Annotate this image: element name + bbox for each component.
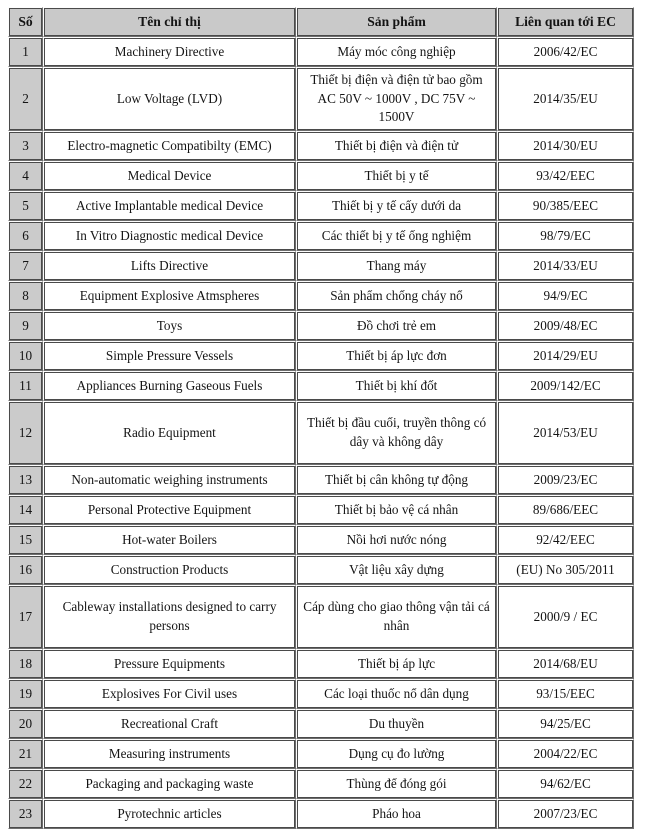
cell-no: 6 [8,221,43,251]
cell-product: Thiết bị điện và điện tử bao gồm AC 50V ~ 1000V , DC 75V ~ 1500V [296,67,497,131]
cell-no: 14 [8,495,43,525]
cell-ec-reference: 94/25/EC [497,709,634,739]
column-header-ec: Liên quan tới EC [497,7,634,37]
directive-table-container [8,7,634,829]
cell-directive-name: Electro-magnetic Compatibilty (EMC) [43,131,296,161]
cell-no: 13 [8,465,43,495]
table-row [8,649,634,679]
cell-product: Thiết bị điện và điện tử [296,131,497,161]
table-row [8,709,634,739]
cell-no: 12 [8,401,43,465]
table-header [8,7,634,37]
table-row [8,799,634,829]
cell-ec-reference: 2014/30/EU [497,131,634,161]
table-row [8,161,634,191]
cell-ec-reference: 2014/68/EU [497,649,634,679]
cell-ec-reference: 94/9/EC [497,281,634,311]
cell-directive-name: Pressure Equipments [43,649,296,679]
cell-ec-reference: 93/15/EEC [497,679,634,709]
cell-directive-name: Equipment Explosive Atmspheres [43,281,296,311]
table-row [8,525,634,555]
cell-no: 15 [8,525,43,555]
table-row [8,769,634,799]
cell-directive-name: Toys [43,311,296,341]
cell-no: 3 [8,131,43,161]
cell-no: 7 [8,251,43,281]
cell-product: Dụng cụ đo lường [296,739,497,769]
cell-directive-name: Active Implantable medical Device [43,191,296,221]
cell-no: 17 [8,585,43,649]
table-row [8,67,634,131]
cell-ec-reference: 2006/42/EC [497,37,634,67]
cell-no: 1 [8,37,43,67]
cell-product: Các thiết bị y tế ống nghiệm [296,221,497,251]
cell-ec-reference: 2014/35/EU [497,67,634,131]
table-row [8,311,634,341]
cell-ec-reference: 2014/33/EU [497,251,634,281]
table-row [8,465,634,495]
cell-no: 21 [8,739,43,769]
cell-directive-name: Medical Device [43,161,296,191]
cell-ec-reference: 2000/9 / EC [497,585,634,649]
table-body [8,37,634,829]
cell-no: 20 [8,709,43,739]
cell-ec-reference: 98/79/EC [497,221,634,251]
cell-no: 4 [8,161,43,191]
cell-ec-reference: 94/62/EC [497,769,634,799]
cell-directive-name: Cableway installations designed to carry persons [43,585,296,649]
column-header-product: Sản phẩm [296,7,497,37]
cell-directive-name: Recreational Craft [43,709,296,739]
table-row [8,401,634,465]
cell-directive-name: In Vitro Diagnostic medical Device [43,221,296,251]
cell-directive-name: Low Voltage (LVD) [43,67,296,131]
cell-no: 16 [8,555,43,585]
cell-ec-reference: 92/42/EEC [497,525,634,555]
table-row [8,251,634,281]
cell-product: Vật liệu xây dựng [296,555,497,585]
table-header-row [8,7,634,37]
cell-ec-reference: 2004/22/EC [497,739,634,769]
cell-directive-name: Machinery Directive [43,37,296,67]
cell-ec-reference: 89/686/EEC [497,495,634,525]
cell-ec-reference: 2007/23/EC [497,799,634,829]
table-row [8,221,634,251]
table-row [8,739,634,769]
cell-ec-reference: 93/42/EEC [497,161,634,191]
table-row [8,281,634,311]
table-row [8,191,634,221]
cell-no: 8 [8,281,43,311]
cell-ec-reference: 2009/48/EC [497,311,634,341]
cell-product: Thiết bị đầu cuối, truyền thông có dây và không dây [296,401,497,465]
cell-directive-name: Hot-water Boilers [43,525,296,555]
cell-product: Thang máy [296,251,497,281]
cell-ec-reference: 2014/53/EU [497,401,634,465]
cell-product: Thiết bị bảo vệ cá nhân [296,495,497,525]
cell-no: 9 [8,311,43,341]
cell-ec-reference: 2009/23/EC [497,465,634,495]
cell-product: Nồi hơi nước nóng [296,525,497,555]
cell-product: Thiết bị khí đốt [296,371,497,401]
cell-product: Pháo hoa [296,799,497,829]
cell-directive-name: Construction Products [43,555,296,585]
cell-directive-name: Measuring instruments [43,739,296,769]
cell-product: Các loại thuốc nổ dân dụng [296,679,497,709]
cell-ec-reference: (EU) No 305/2011 [497,555,634,585]
cell-ec-reference: 2009/142/EC [497,371,634,401]
cell-directive-name: Simple Pressure Vessels [43,341,296,371]
cell-directive-name: Explosives For Civil uses [43,679,296,709]
cell-directive-name: Personal Protective Equipment [43,495,296,525]
table-row [8,495,634,525]
table-row [8,679,634,709]
cell-directive-name: Packaging and packaging waste [43,769,296,799]
cell-product: Cáp dùng cho giao thông vận tải cá nhân [296,585,497,649]
cell-product: Thiết bị áp lực đơn [296,341,497,371]
cell-no: 22 [8,769,43,799]
cell-no: 5 [8,191,43,221]
cell-directive-name: Appliances Burning Gaseous Fuels [43,371,296,401]
cell-product: Thùng để đóng gói [296,769,497,799]
cell-product: Đồ chơi trẻ em [296,311,497,341]
cell-product: Thiết bị y tế cấy dưới da [296,191,497,221]
cell-directive-name: Non-automatic weighing instruments [43,465,296,495]
cell-no: 19 [8,679,43,709]
table-row [8,555,634,585]
table-row [8,371,634,401]
cell-ec-reference: 90/385/EEC [497,191,634,221]
cell-product: Thiết bị y tế [296,161,497,191]
table-row [8,585,634,649]
cell-product: Sản phẩm chống cháy nổ [296,281,497,311]
cell-product: Máy móc công nghiệp [296,37,497,67]
cell-product: Du thuyền [296,709,497,739]
cell-ec-reference: 2014/29/EU [497,341,634,371]
cell-directive-name: Pyrotechnic articles [43,799,296,829]
table-row [8,131,634,161]
cell-no: 2 [8,67,43,131]
cell-directive-name: Lifts Directive [43,251,296,281]
eu-directives-table [8,7,634,829]
cell-no: 23 [8,799,43,829]
table-row [8,341,634,371]
table-row [8,37,634,67]
cell-product: Thiết bị áp lực [296,649,497,679]
column-header-name: Tên chỉ thị [43,7,296,37]
cell-no: 11 [8,371,43,401]
cell-directive-name: Radio Equipment [43,401,296,465]
cell-no: 10 [8,341,43,371]
cell-product: Thiết bị cân không tự động [296,465,497,495]
column-header-no: Số [8,7,43,37]
cell-no: 18 [8,649,43,679]
